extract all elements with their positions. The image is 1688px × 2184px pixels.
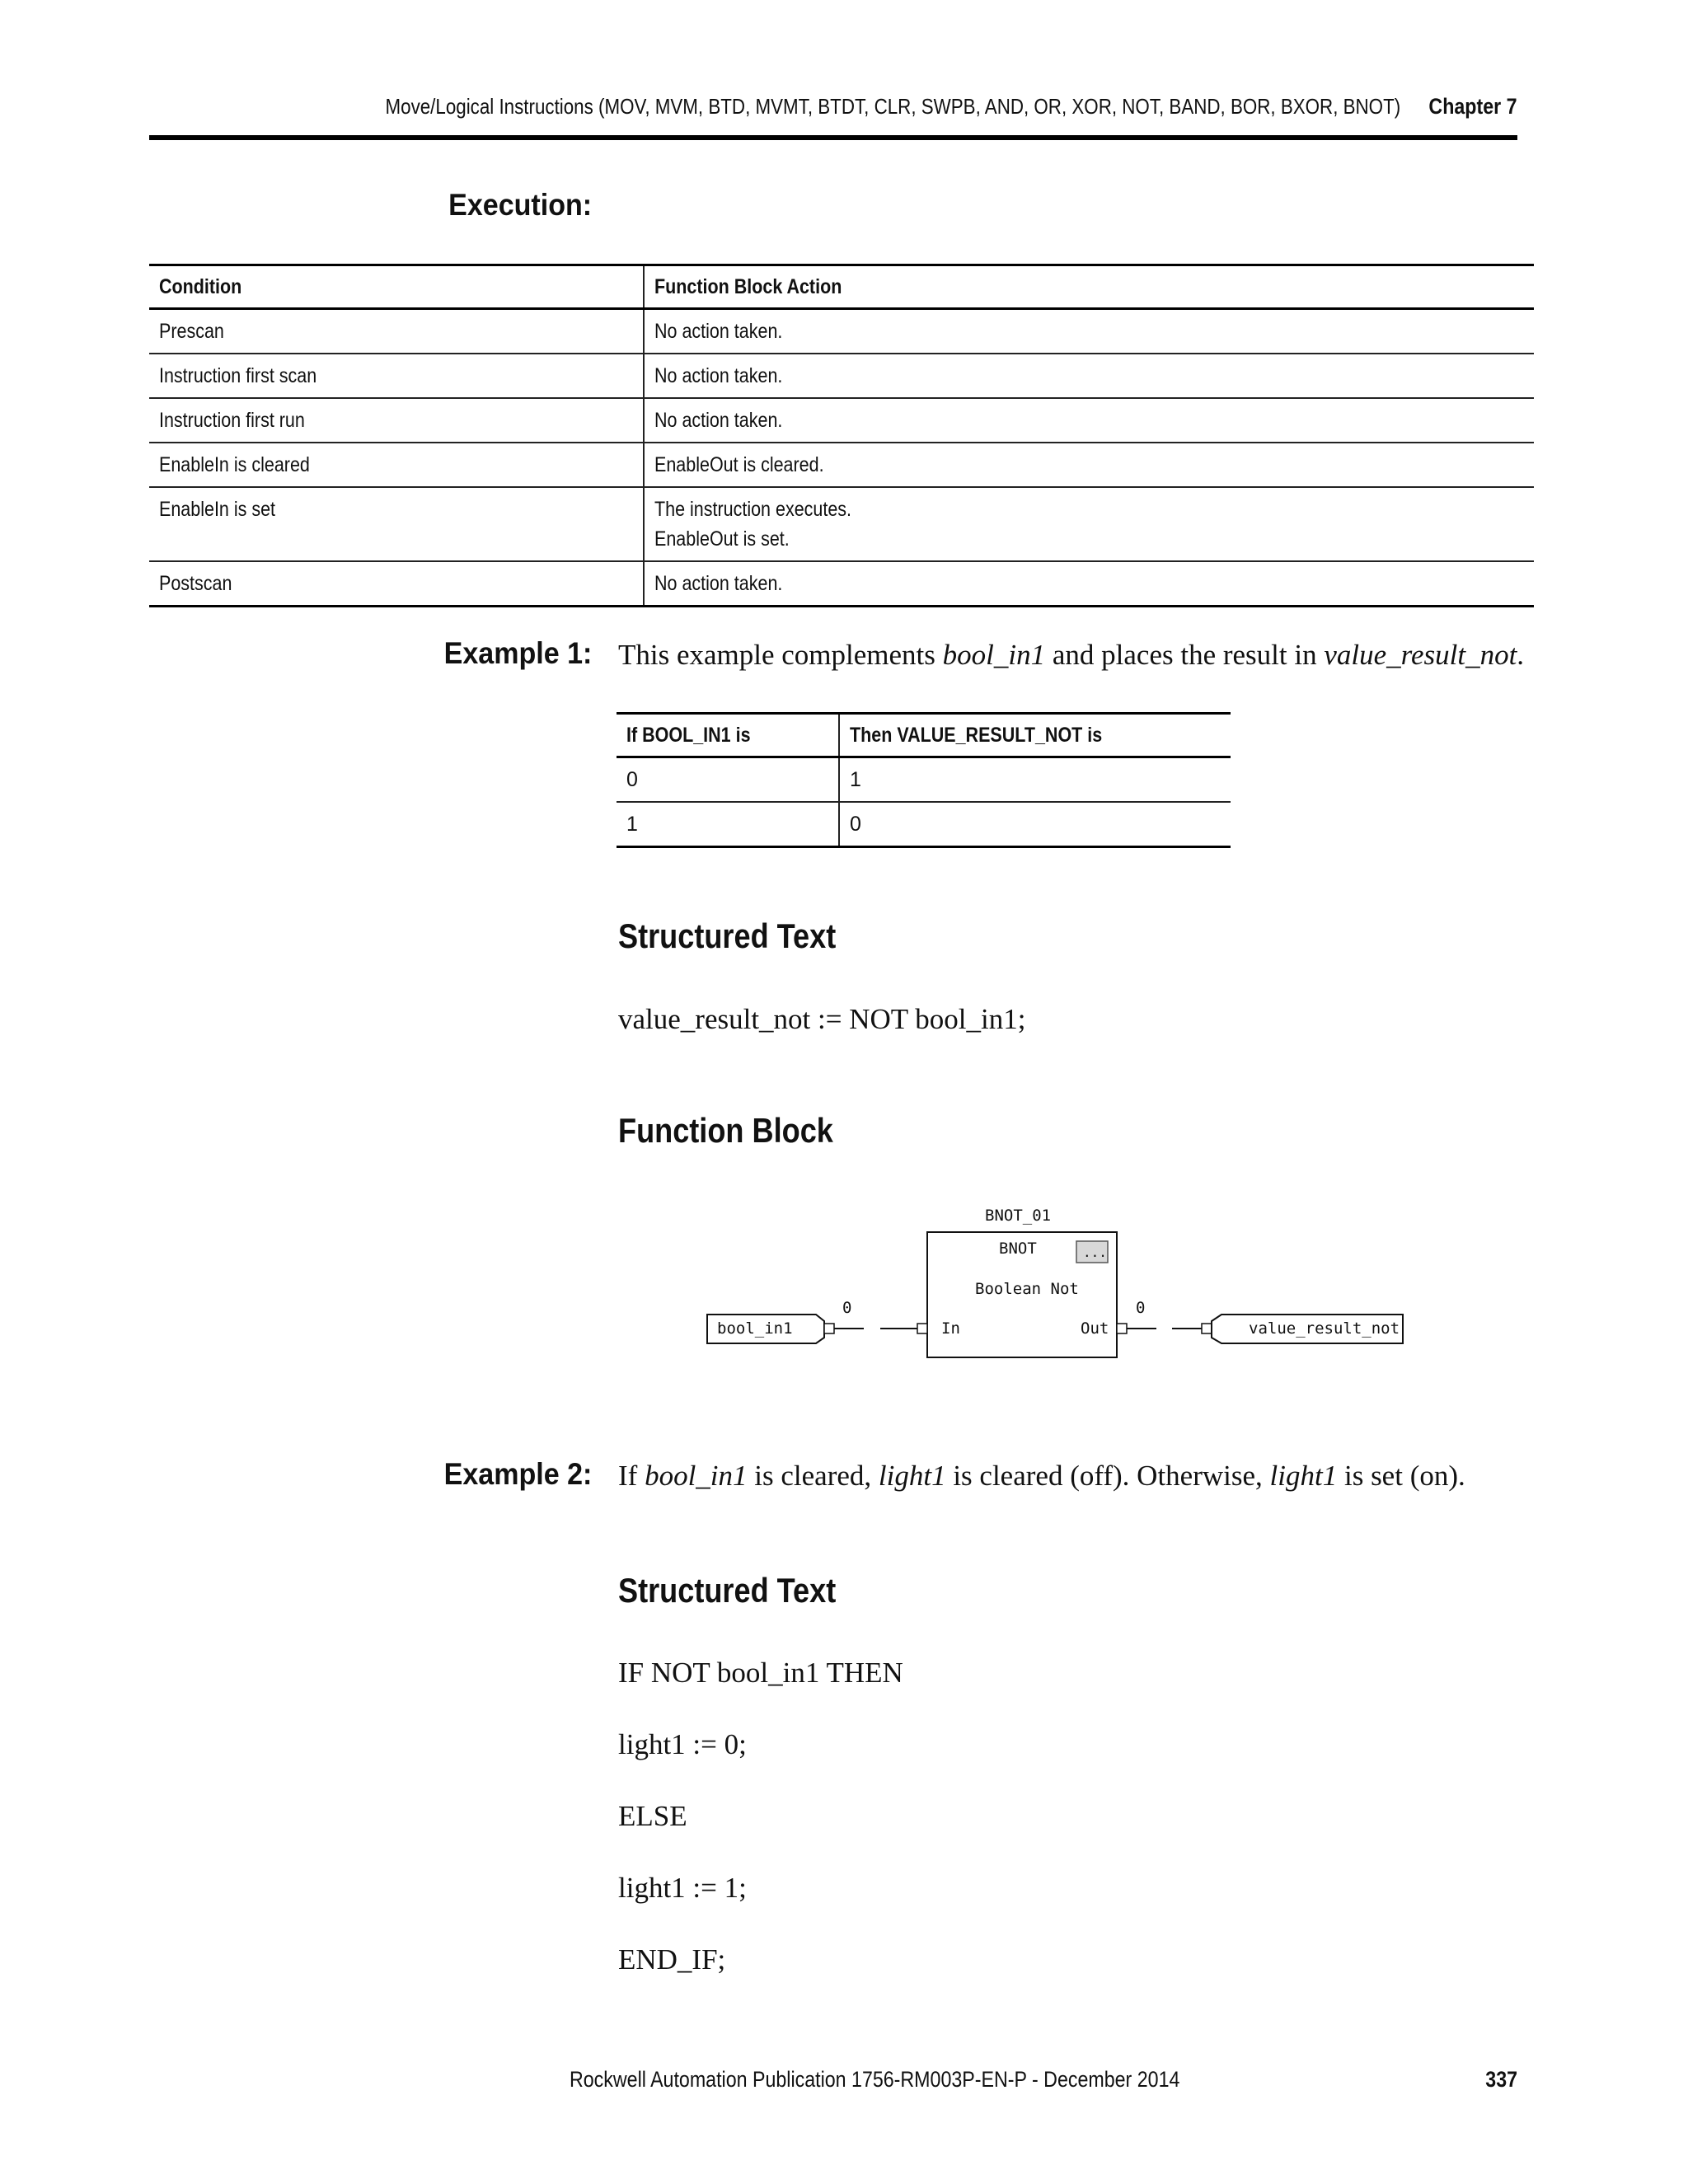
condition-cell: Postscan (149, 561, 644, 607)
output-cell: 0 (839, 802, 1231, 847)
page-number: 337 (1485, 2067, 1517, 2092)
table-row (149, 561, 1534, 607)
input-cell: 1 (617, 802, 839, 847)
block-description: Boolean Not (975, 1280, 1079, 1298)
table-header-row (149, 265, 1534, 309)
table-row (149, 487, 1534, 561)
table-row (149, 443, 1534, 487)
block-instance-name: BNOT_01 (985, 1207, 1052, 1225)
output-pin-label: Out (1081, 1319, 1109, 1338)
variable-bool-in1: bool_in1 (645, 1460, 748, 1492)
condition-cell: Instruction first run (149, 398, 644, 443)
function-block-diagram (701, 1199, 1409, 1372)
variable-value-result-not: value_result_not (1324, 639, 1517, 671)
output-reference-pin-icon (1202, 1324, 1212, 1333)
page-header (149, 84, 1517, 140)
input-reference-pin-icon (824, 1324, 834, 1333)
condition-cell: EnableIn is set (149, 487, 644, 561)
action-cell: No action taken. (644, 354, 1534, 398)
input-value: 0 (842, 1299, 852, 1317)
input-pin-label: In (941, 1319, 960, 1338)
svg-text:...: ... (1083, 1244, 1107, 1260)
example-2-label: Example 2: (443, 1457, 592, 1491)
chapter-label: Chapter 7 (1428, 94, 1517, 119)
page-footer (149, 2067, 1517, 2100)
code-line: END_IF; (618, 1943, 726, 1975)
example-1-description: This example complements bool_in1 and places the result in value_result_not. (618, 639, 1525, 671)
structured-text-heading-2: Structured Text (618, 1571, 837, 1610)
column-header-condition: Condition (149, 265, 644, 309)
input-reference-name: bool_in1 (717, 1319, 793, 1338)
table-row (149, 309, 1534, 354)
structured-text-code: value_result_not := NOT bool_in1; (618, 1003, 1026, 1035)
variable-bool-in1: bool_in1 (942, 639, 1046, 671)
output-value: 0 (1136, 1299, 1146, 1317)
table-header-row (617, 714, 1231, 757)
example-2-description: If bool_in1 is cleared, light1 is cleared (off). Otherwise, light1 is set (on). (618, 1460, 1465, 1492)
code-line: light1 := 0; (618, 1728, 747, 1760)
variable-light1: light1 (878, 1460, 946, 1492)
block-output-pin-icon (1117, 1324, 1127, 1333)
code-line: ELSE (618, 1800, 687, 1832)
block-options-button[interactable] (1076, 1241, 1108, 1263)
action-cell: No action taken. (644, 561, 1534, 607)
variable-light1: light1 (1269, 1460, 1338, 1492)
column-header-action: Function Block Action (644, 265, 1534, 309)
code-line: light1 := 1; (618, 1872, 747, 1904)
output-reference-name: value_result_not (1249, 1319, 1400, 1338)
output-cell: 1 (839, 757, 1231, 803)
input-cell: 0 (617, 757, 839, 803)
table-row (149, 398, 1534, 443)
table-row (617, 802, 1231, 847)
execution-heading: Execution: (448, 188, 592, 222)
header-title: Move/Logical Instructions (MOV, MVM, BTD, MVMT, BTDT, CLR, SWPB, AND, OR, XOR, NOT, BAND, BOR, BXOR, BNOT) (385, 94, 1400, 119)
table-row (617, 757, 1231, 803)
truth-table (617, 712, 1231, 848)
condition-cell: EnableIn is cleared (149, 443, 644, 487)
block-input-pin-icon (917, 1324, 927, 1333)
action-cell: No action taken. (644, 398, 1534, 443)
action-cell: No action taken. (644, 309, 1534, 354)
code-line: IF NOT bool_in1 THEN (618, 1657, 903, 1689)
table-row (149, 354, 1534, 398)
condition-cell: Prescan (149, 309, 644, 354)
publication-info: Rockwell Automation Publication 1756-RM003P-EN-P - December 2014 (570, 2067, 1180, 2092)
execution-table (149, 264, 1534, 607)
block-type: BNOT (999, 1240, 1037, 1258)
condition-cell: Instruction first scan (149, 354, 644, 398)
action-cell: The instruction executes. EnableOut is set. (644, 487, 1534, 561)
action-cell: EnableOut is cleared. (644, 443, 1534, 487)
column-header-input: If BOOL_IN1 is (617, 714, 839, 757)
example-1-label: Example 1: (443, 636, 592, 670)
column-header-output: Then VALUE_RESULT_NOT is (839, 714, 1231, 757)
function-block-heading: Function Block (618, 1111, 833, 1150)
structured-text-heading: Structured Text (618, 916, 837, 955)
